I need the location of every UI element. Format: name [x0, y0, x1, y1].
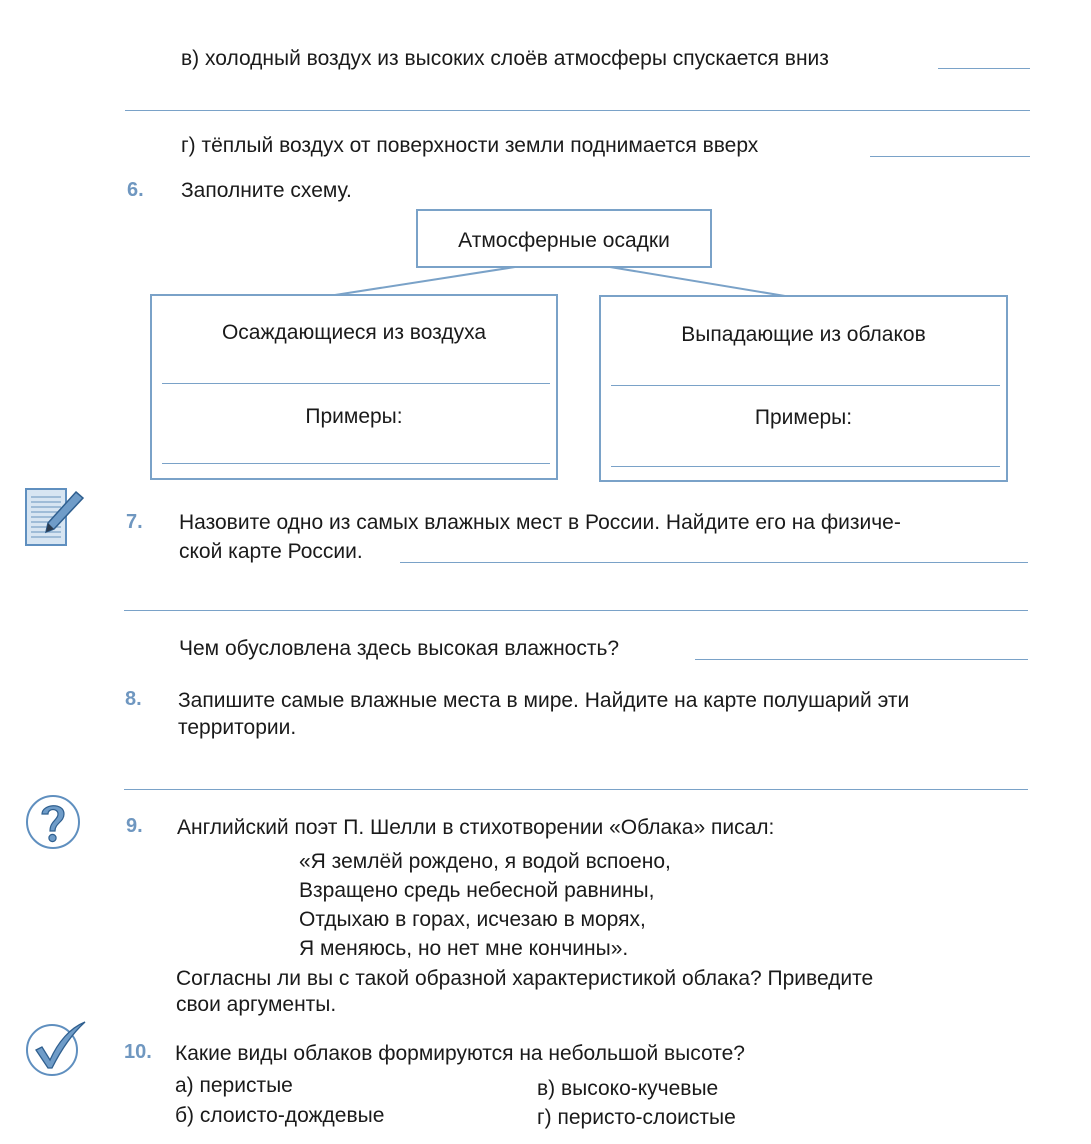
task8-line1: Запишите самые влажные места в мире. Найдите на карте полушарий эти — [178, 689, 910, 712]
task9-intro: Английский поэт П. Шелли в стихотворении «Облака» писал: — [177, 816, 775, 839]
answer-line-7c[interactable] — [695, 659, 1028, 660]
task9-question-line1: Согласны ли вы с такой образной характеристикой облака? Приведите — [176, 967, 874, 990]
scheme-left-box — [150, 294, 558, 480]
poem-line-4: Я меняюсь, но нет мне кончины». — [299, 937, 629, 960]
task7-line2: ской карте России. — [179, 540, 363, 563]
notebook-pencil-icon — [24, 487, 86, 549]
scheme-right-box — [599, 295, 1008, 482]
option-b[interactable]: б) слоисто-дождевые — [175, 1104, 385, 1127]
task6-number: 6. — [127, 179, 144, 201]
task6-prompt: Заполните схему. — [181, 179, 352, 202]
scheme-left-examples-line[interactable] — [162, 463, 550, 464]
task10-question: Какие виды облаков формируются на небольшой высоте? — [175, 1042, 745, 1065]
option-v[interactable]: в) высоко-кучевые — [537, 1077, 719, 1100]
task7-number: 7. — [126, 511, 143, 533]
option-a[interactable]: а) перистые — [175, 1074, 293, 1097]
checkmark-circle-icon — [24, 1018, 88, 1078]
task9-question-line2: свои аргументы. — [176, 993, 337, 1016]
option-g[interactable]: г) перисто-слоистые — [537, 1106, 736, 1129]
answer-line-7a[interactable] — [400, 562, 1028, 563]
scheme-right-examples-label: Примеры: — [754, 406, 853, 429]
scheme-right-examples-line[interactable] — [611, 466, 1000, 467]
task9-number: 9. — [126, 815, 143, 837]
scheme-right-title: Выпадающие из облаков — [681, 323, 926, 346]
task5-item-g: г) тёплый воздух от поверхности земли поднимается вверх — [181, 134, 759, 157]
task7-followup: Чем обусловлена здесь высокая влажность? — [179, 637, 620, 660]
task10-number: 10. — [124, 1041, 152, 1063]
scheme-root-label: Атмосферные осадки — [458, 229, 670, 252]
poem-line-3: Отдыхаю в горах, исчезаю в морях, — [299, 908, 646, 931]
answer-line-7b[interactable] — [124, 610, 1028, 611]
answer-line-8[interactable] — [124, 789, 1028, 790]
scheme-left-examples-label: Примеры: — [305, 405, 403, 428]
task8-line2: территории. — [178, 716, 297, 739]
poem-line-2: Взращено средь небесной равнины, — [299, 879, 655, 902]
scheme-right-answer-line[interactable] — [611, 385, 1000, 386]
task5-item-v: в) холодный воздух из высоких слоёв атмосферы спускается вниз — [181, 47, 829, 70]
task7-line1: Назовите одно из самых влажных мест в России. Найдите его на физиче- — [179, 511, 901, 534]
scheme-left-title: Осаждающиеся из воздуха — [221, 321, 487, 344]
task8-number: 8. — [125, 688, 142, 710]
scheme-left-answer-line[interactable] — [162, 383, 550, 384]
poem-line-1: «Я землёй рождено, я водой вспоено, — [299, 850, 671, 873]
question-circle-icon — [24, 793, 82, 851]
